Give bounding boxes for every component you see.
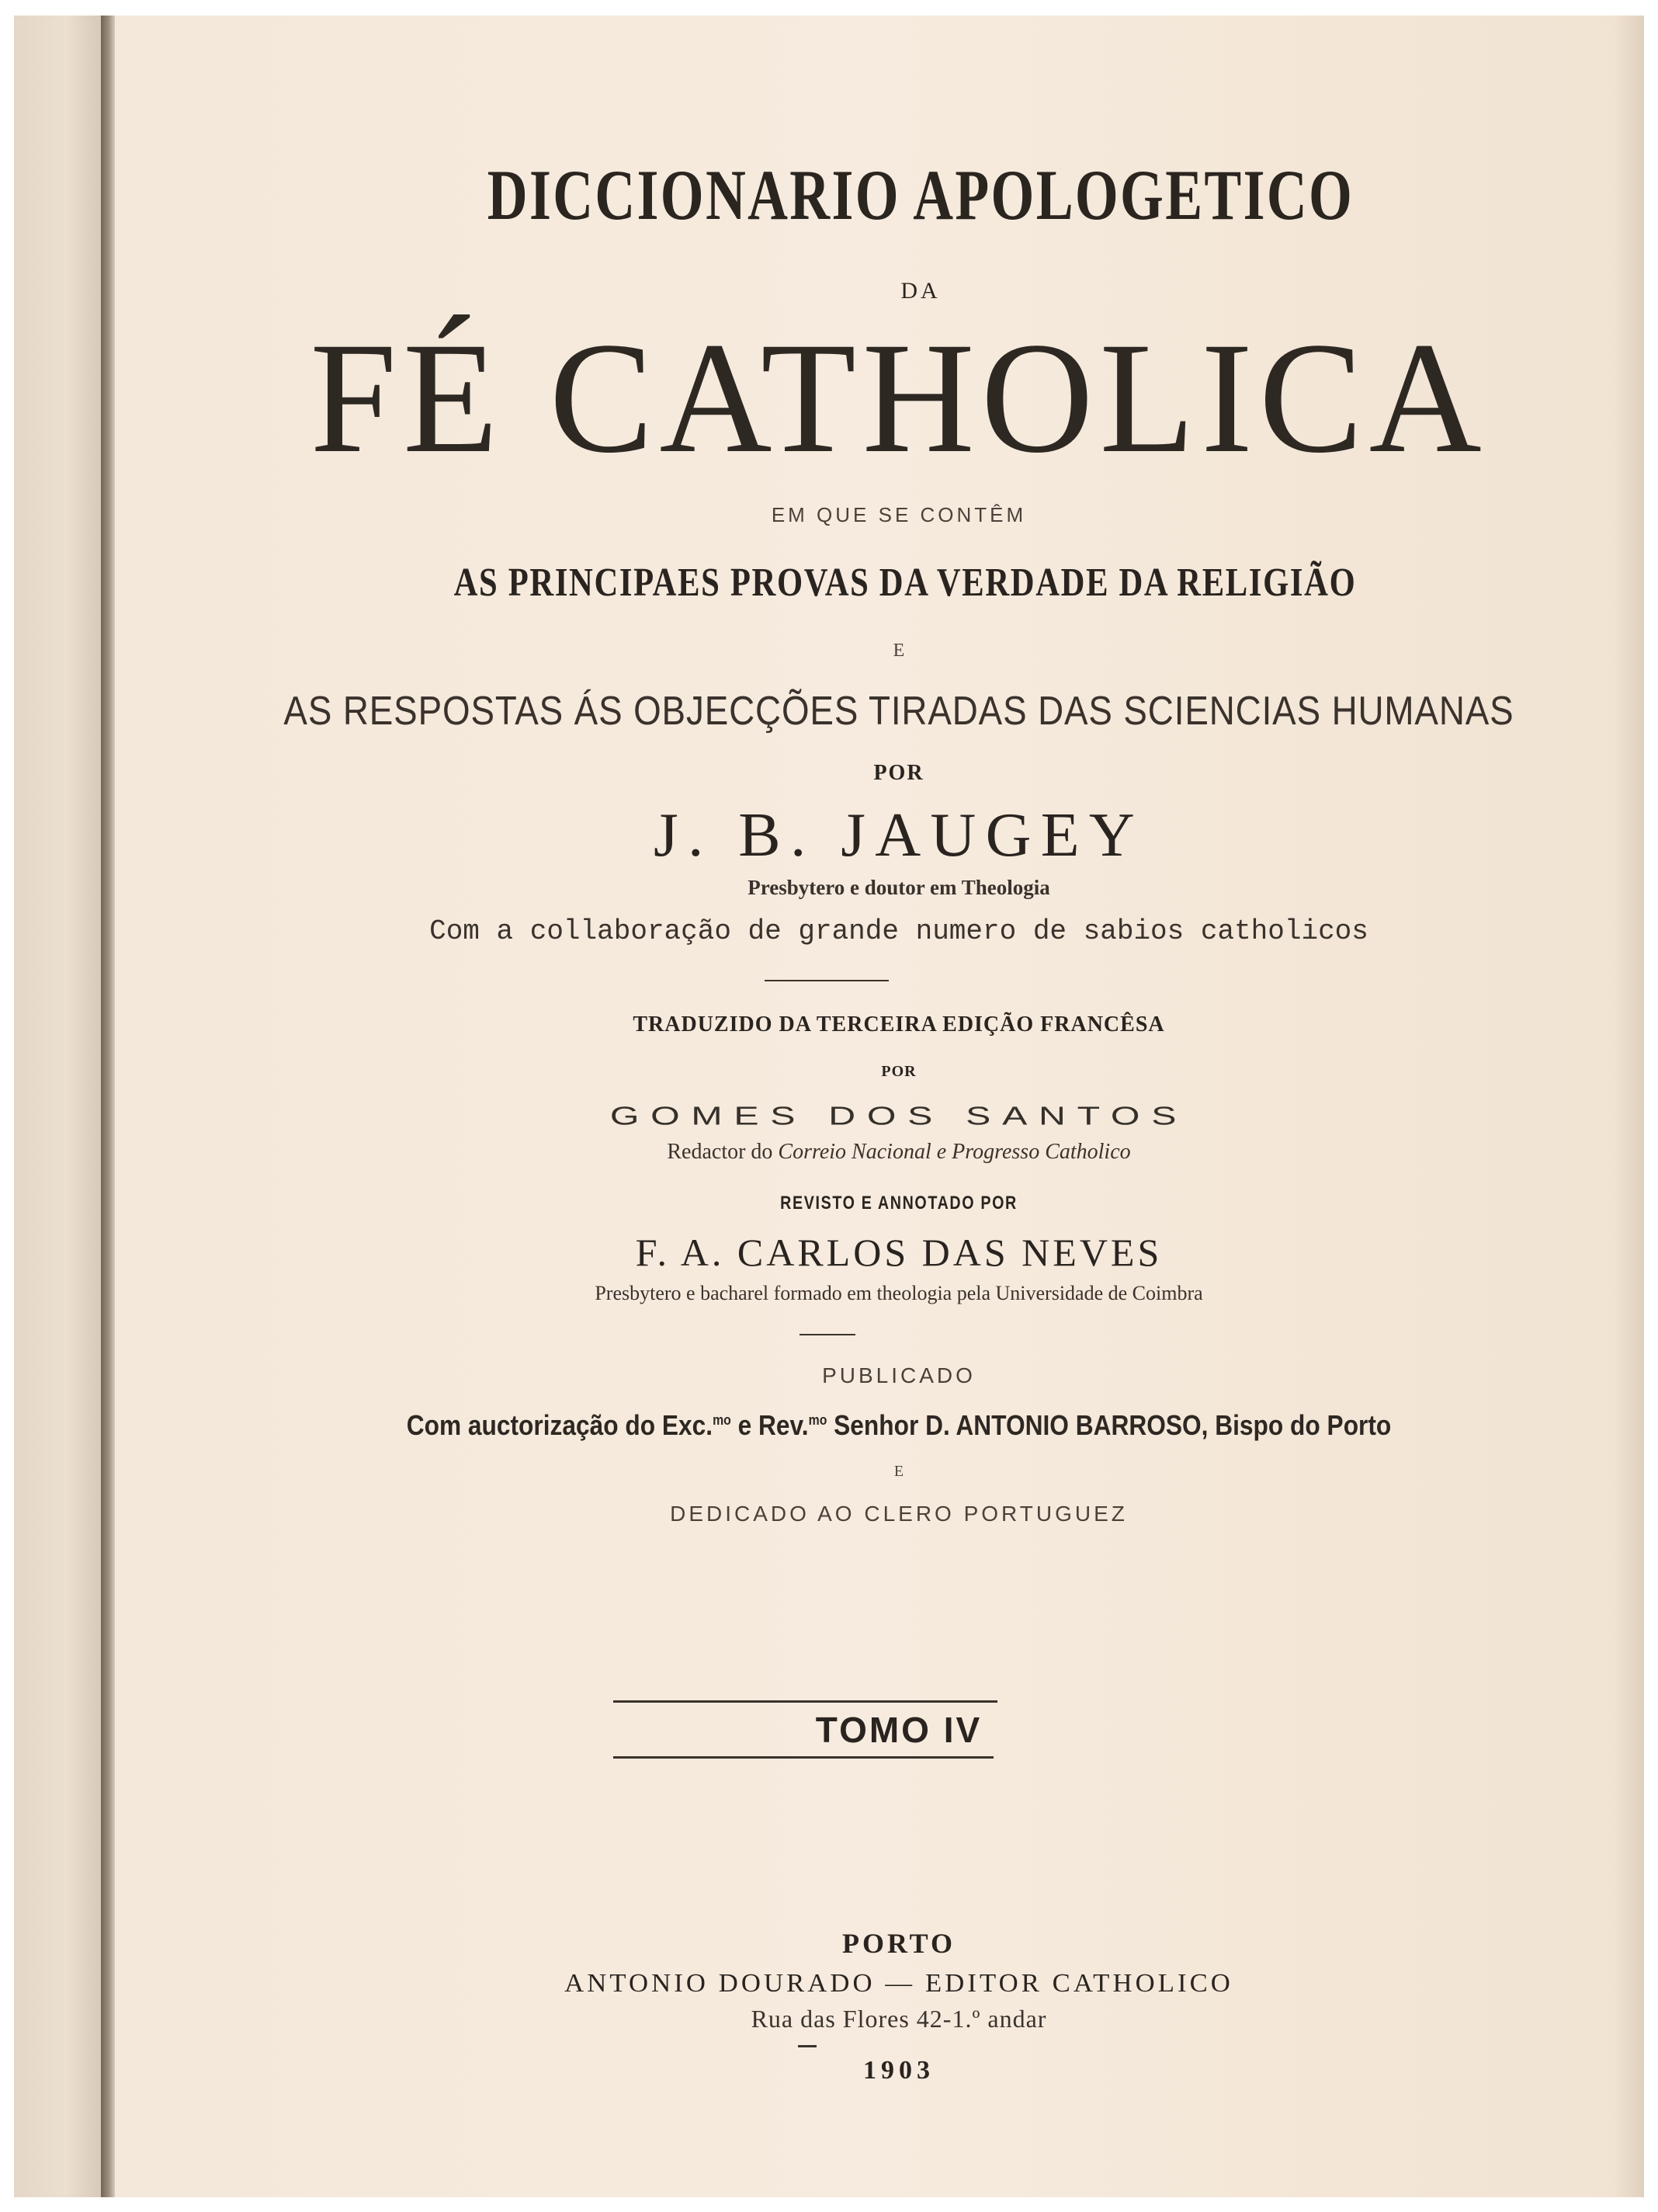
por-line-2: POR [881, 1063, 917, 1080]
tomo-rule-top [613, 1700, 997, 1703]
imprint-publisher: ANTONIO DOURADO — EDITOR CATHOLICO [564, 1969, 1233, 1998]
subtitle-1: AS PRINCIPAES PROVAS DA VERDADE DA RELIGIÃO [453, 561, 1357, 605]
subtitle-2: AS RESPOSTAS ÁS OBJECÇÕES TIRADAS DAS SCIENCIAS HUMANAS [283, 689, 1514, 734]
rule-2 [800, 1334, 855, 1335]
revised-line: REVISTO E ANNOTADO POR [780, 1193, 1018, 1214]
translator-description-italic: Correio Nacional e Progresso Catholico [778, 1140, 1131, 1164]
title-da: DA [900, 278, 941, 304]
authorization-text-3: Senhor D. ANTONIO BARROSO, Bispo do Porto [827, 1409, 1392, 1441]
translated-line: TRADUZIDO DA TERCEIRA EDIÇÃO FRANCÊSA [633, 1012, 1165, 1037]
reviser-description: Presbytero e bacharel formado em theologia pela Universidade de Coimbra [595, 1282, 1203, 1304]
authorization-line [169, 1409, 1629, 1441]
translator-name: GOMES DOS SANTOS [609, 1101, 1188, 1130]
authorization-sup-2: mo [808, 1412, 827, 1428]
rule-year [798, 2045, 817, 2047]
volume-label: TOMO IV [815, 1710, 983, 1750]
authorization-sup-1: mo [713, 1412, 731, 1428]
authorization-text-2: e Rev. [730, 1409, 809, 1441]
reviser-name: F. A. CARLOS DAS NEVES [635, 1231, 1163, 1274]
rule-1 [765, 980, 889, 981]
translator-description-prefix: Redactor do [667, 1140, 779, 1164]
por-line-1: POR [873, 761, 924, 785]
author-name: J. B. JAUGEY [654, 801, 1144, 870]
dedication-line: DEDICADO AO CLERO PORTUGUEZ [670, 1502, 1128, 1526]
published-line: PUBLICADO [822, 1363, 976, 1387]
title-line1: DICCIONARIO APOLOGETICO [487, 155, 1354, 234]
imprint-address: Rua das Flores 42-1.º andar [751, 2005, 1047, 2033]
authorization-text-1: Com auctorização do Exc. [406, 1409, 713, 1441]
collaboration-line: Com a collaboração de grande numero de sabios catholicos [429, 915, 1368, 947]
imprint-city: PORTO [841, 1928, 956, 1959]
em-que-line: EM QUE SE CONTÊM [771, 503, 1027, 526]
translator-description [70, 1141, 1658, 1163]
imprint-year: 1903 [863, 2056, 935, 2085]
tomo-rule-bottom [613, 1756, 994, 1759]
title-main: FÉ CATHOLICA [310, 310, 1488, 486]
conjunction-e-1: E [893, 641, 905, 661]
author-description: Presbytero e doutor em Theologia [747, 876, 1050, 899]
conjunction-e-2: E [893, 1463, 904, 1480]
